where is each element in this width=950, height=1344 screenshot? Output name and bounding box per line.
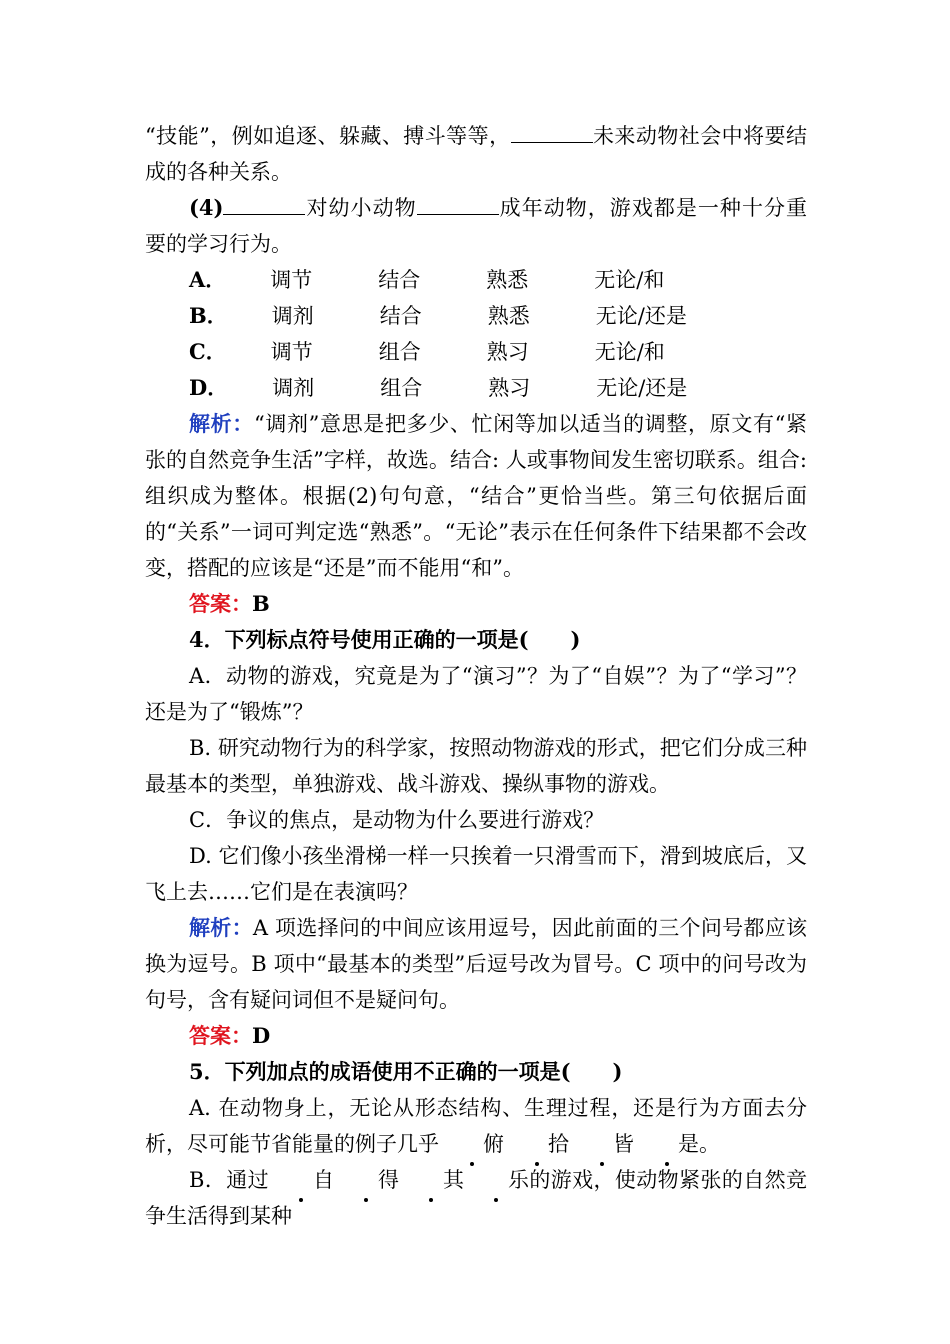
option-word: 结合 xyxy=(379,304,422,328)
option-word: 调剂 xyxy=(272,376,315,400)
option-word: 无论/还是 xyxy=(596,376,688,400)
option-letter: C． xyxy=(189,339,227,364)
option-word: 调节 xyxy=(270,268,313,292)
document-page xyxy=(145,118,807,1234)
dotted-idiom-char: 自 xyxy=(269,1162,334,1198)
dotted-idiom-char: 得 xyxy=(334,1162,399,1198)
option-word: 无论/和 xyxy=(594,340,665,364)
option-text: 的游戏，使动物紧张的自然竞争生活得到某种 xyxy=(145,1168,808,1228)
q3-option-a xyxy=(145,262,807,298)
answer-label: 答案： xyxy=(189,591,252,616)
q5-option-a xyxy=(145,1090,807,1162)
option-text: B．通过 xyxy=(189,1168,269,1192)
passage-text: “技能”，例如追逐、躲藏、搏斗等等， xyxy=(145,124,511,148)
option-letter: A． xyxy=(189,267,227,292)
q3-option-c xyxy=(145,334,807,370)
fill-blank xyxy=(223,192,305,215)
option-text: A. 在动物身上，无论从形态结构、生理过程，还是行为方面去分析，尽可能节省能量的例子几乎 xyxy=(145,1096,807,1156)
q3-option-b xyxy=(145,298,807,334)
analysis-label: 解析： xyxy=(189,411,254,436)
option-word: 熟悉 xyxy=(486,268,529,292)
q4-option-a: A．动物的游戏，究竟是为了“演习”？为了“自娱”？为了“学习”？还是为了“锻炼”？ xyxy=(145,664,807,724)
option-word: 调剂 xyxy=(271,304,314,328)
q4-analysis xyxy=(145,910,807,1018)
option-word: 熟习 xyxy=(488,376,531,400)
dotted-idiom-char: 拾 xyxy=(504,1126,569,1162)
option-word: 熟悉 xyxy=(487,304,530,328)
answer-label: 答案： xyxy=(189,1023,252,1048)
passage-paragraph-1 xyxy=(145,118,807,190)
option-word: 组合 xyxy=(378,340,421,364)
passage-text: 成年动物，游戏都是一种十分重要的学习行为。 xyxy=(145,196,808,256)
fill-blank xyxy=(511,120,593,143)
passage-paragraph-2 xyxy=(145,190,807,262)
option-word: 无论/还是 xyxy=(595,304,687,328)
q4-option-c: C．争议的焦点，是动物为什么要进行游戏？ xyxy=(189,808,605,832)
fill-blank xyxy=(417,192,499,215)
option-word: 结合 xyxy=(378,268,421,292)
answer-value: D xyxy=(252,1023,271,1048)
dotted-idiom-char: 其 xyxy=(399,1162,464,1198)
q5-option-b xyxy=(145,1162,807,1234)
option-letter: B． xyxy=(189,303,228,328)
q5-stem: 5．下列加点的成语使用不正确的一项是( ) xyxy=(189,1059,623,1084)
q4-answer xyxy=(145,1018,807,1054)
dotted-idiom-char: 是 xyxy=(634,1126,699,1162)
analysis-label: 解析： xyxy=(189,915,253,940)
dotted-idiom-char: 乐 xyxy=(464,1162,529,1198)
dotted-idiom-char: 皆 xyxy=(569,1126,634,1162)
q4-stem: 4．下列标点符号使用正确的一项是( ) xyxy=(189,627,581,652)
q3-option-d xyxy=(145,370,807,406)
option-text: 。 xyxy=(699,1132,720,1156)
option-word: 熟习 xyxy=(486,340,529,364)
q4-option-b: B. 研究动物行为的科学家，按照动物游戏的形式，把它们分成三种最基本的类型，单独游戏、战斗游戏、操纵事物的游戏。 xyxy=(145,736,807,796)
passage-text: 对幼小动物 xyxy=(305,196,417,220)
analysis-text: A 项选择问的中间应该用逗号，因此前面的三个问号都应该换为逗号。B 项中“最基本的类型”后逗号改为冒号。C 项中的问号改为句号，含有疑问词但不是疑问句。 xyxy=(145,916,807,1012)
option-word: 无论/和 xyxy=(594,268,665,292)
answer-value: B xyxy=(252,591,270,616)
passage-text: 未来动物社会中将要结成的各种关系。 xyxy=(145,124,808,184)
option-letter: D． xyxy=(189,375,229,400)
item-number: (4) xyxy=(189,195,224,220)
option-word: 组合 xyxy=(380,376,423,400)
dotted-idiom-char: 俯 xyxy=(439,1126,504,1162)
q3-answer xyxy=(145,586,807,622)
option-word: 调节 xyxy=(270,340,313,364)
q3-analysis xyxy=(145,406,807,586)
q4-option-d: D. 它们像小孩坐滑梯一样一只挨着一只滑雪而下，滑到坡底后，又飞上去……它们是在表演吗？ xyxy=(145,844,807,904)
analysis-text: “调剂”意思是把多少、忙闲等加以适当的调整，原文有“紧张的自然竞争生活”字样，故选。结合: 人或事物间发生密切联系。组合: 组织成为整体。根据(2)句句意，“结合”更恰当些。第三句依据后面的“关系”一词可判定选“熟悉”。“无论”表示在任何条件下结果都不会改变，搭配的应该是“还是”而不能用“和”。 xyxy=(145,412,807,580)
